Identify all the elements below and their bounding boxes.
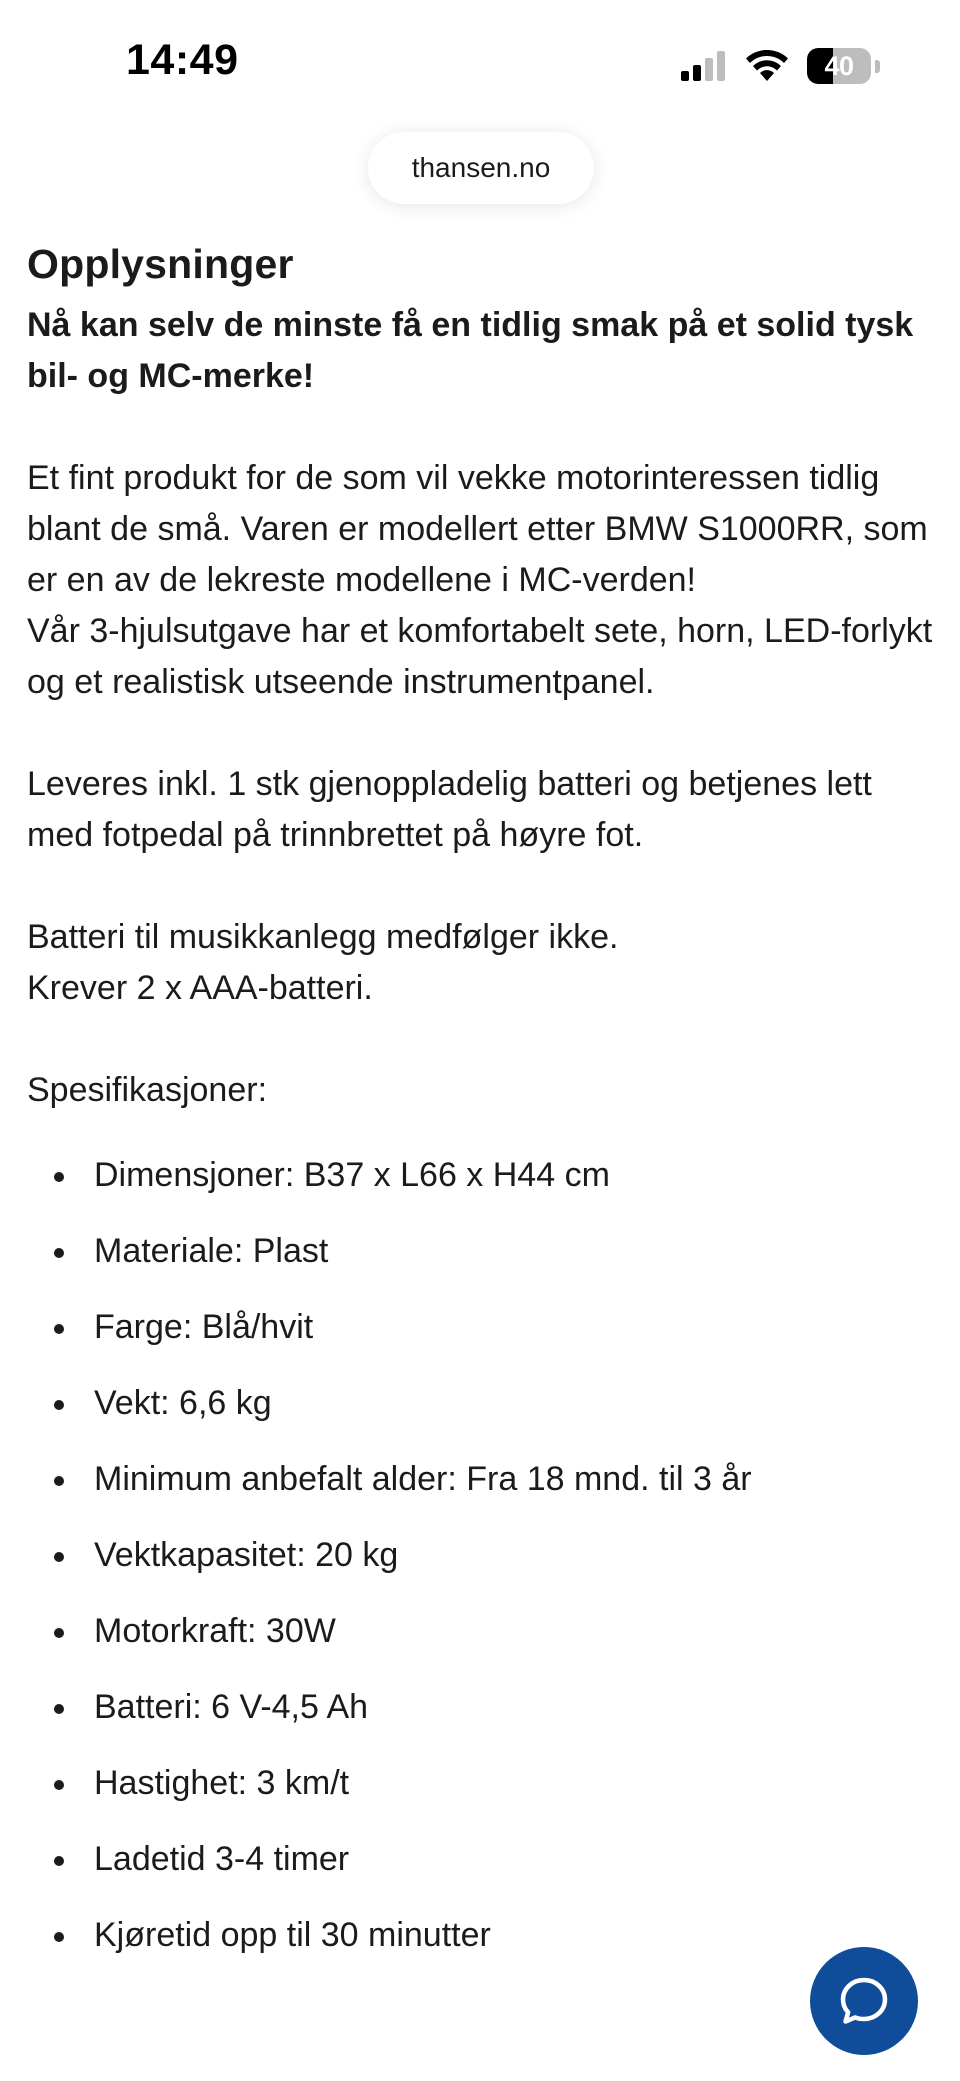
list-item <box>27 1606 947 1657</box>
spec-text: Dimensjoner: B37 x L66 x H44 cm <box>94 1156 610 1194</box>
spec-text: Materiale: Plast <box>94 1232 329 1270</box>
cellular-signal-icon <box>681 51 727 81</box>
list-item <box>27 1530 947 1581</box>
bullet-icon <box>54 1704 64 1714</box>
lead-text: Nå kan selv de minste få en tidlig smak på et solid tysk bil- og MC-merke! <box>27 306 914 395</box>
spec-list <box>27 1150 947 1961</box>
paragraph-battery-included: Leveres inkl. 1 stk gjenoppladelig batteri og betjenes lett med fotpedal på trinnbrettet på høyre fot. <box>27 765 872 854</box>
spec-text: Kjøretid opp til 30 minutter <box>94 1916 491 1954</box>
bullet-icon <box>54 1628 64 1638</box>
bullet-icon <box>54 1172 64 1182</box>
bullet-icon <box>54 1856 64 1866</box>
list-item <box>27 1454 947 1505</box>
spec-text: Motorkraft: 30W <box>94 1612 336 1650</box>
paragraph-aaa-battery: Krever 2 x AAA-batteri. <box>27 969 373 1007</box>
status-icons <box>681 46 880 86</box>
chat-bubble-icon <box>837 1974 891 2028</box>
paragraph-intro: Et fint produkt for de som vil vekke motorinteressen tidlig blant de små. Varen er modellert etter BMW S1000RR, som er en av de lekreste modellene i MC-verden! <box>27 459 928 599</box>
address-bar[interactable] <box>368 132 594 204</box>
bullet-icon <box>54 1552 64 1562</box>
section-title: Opplysninger <box>27 241 294 287</box>
spec-text: Ladetid 3-4 timer <box>94 1840 350 1878</box>
paragraph-features: Vår 3-hjulsutgave har et komfortabelt sete, horn, LED-forlykt og et realistisk utseende instrumentpanel. <box>27 612 933 701</box>
bullet-icon <box>54 1248 64 1258</box>
bullet-icon <box>54 1400 64 1410</box>
specs-heading: Spesifikasjoner: <box>27 1071 268 1109</box>
chat-button[interactable] <box>810 1947 918 2055</box>
list-item <box>27 1910 947 1961</box>
spec-text: Vekt: 6,6 kg <box>94 1384 272 1422</box>
spec-text: Vektkapasitet: 20 kg <box>94 1536 399 1574</box>
spec-text: Batteri: 6 V-4,5 Ah <box>94 1688 369 1726</box>
product-description <box>27 232 947 1986</box>
list-item <box>27 1758 947 1809</box>
list-item <box>27 1834 947 1885</box>
battery-cap <box>875 60 880 73</box>
battery-icon <box>807 48 871 84</box>
address-bar-url: thansen.no <box>411 152 551 183</box>
bullet-icon <box>54 1324 64 1334</box>
bullet-icon <box>54 1932 64 1942</box>
status-bar <box>0 0 960 120</box>
spec-text: Farge: Blå/hvit <box>94 1308 314 1346</box>
battery-level: 40 <box>824 50 854 81</box>
spec-text: Minimum anbefalt alder: Fra 18 mnd. til 3 år <box>94 1460 752 1498</box>
spec-text: Hastighet: 3 km/t <box>94 1764 350 1802</box>
list-item <box>27 1302 947 1353</box>
paragraph-music-battery: Batteri til musikkanlegg medfølger ikke. <box>27 918 619 956</box>
list-item <box>27 1226 947 1277</box>
list-item <box>27 1682 947 1733</box>
wifi-icon <box>745 50 789 82</box>
list-item <box>27 1378 947 1429</box>
bullet-icon <box>54 1476 64 1486</box>
bullet-icon <box>54 1780 64 1790</box>
status-time: 14:49 <box>126 36 239 84</box>
list-item <box>27 1150 947 1201</box>
